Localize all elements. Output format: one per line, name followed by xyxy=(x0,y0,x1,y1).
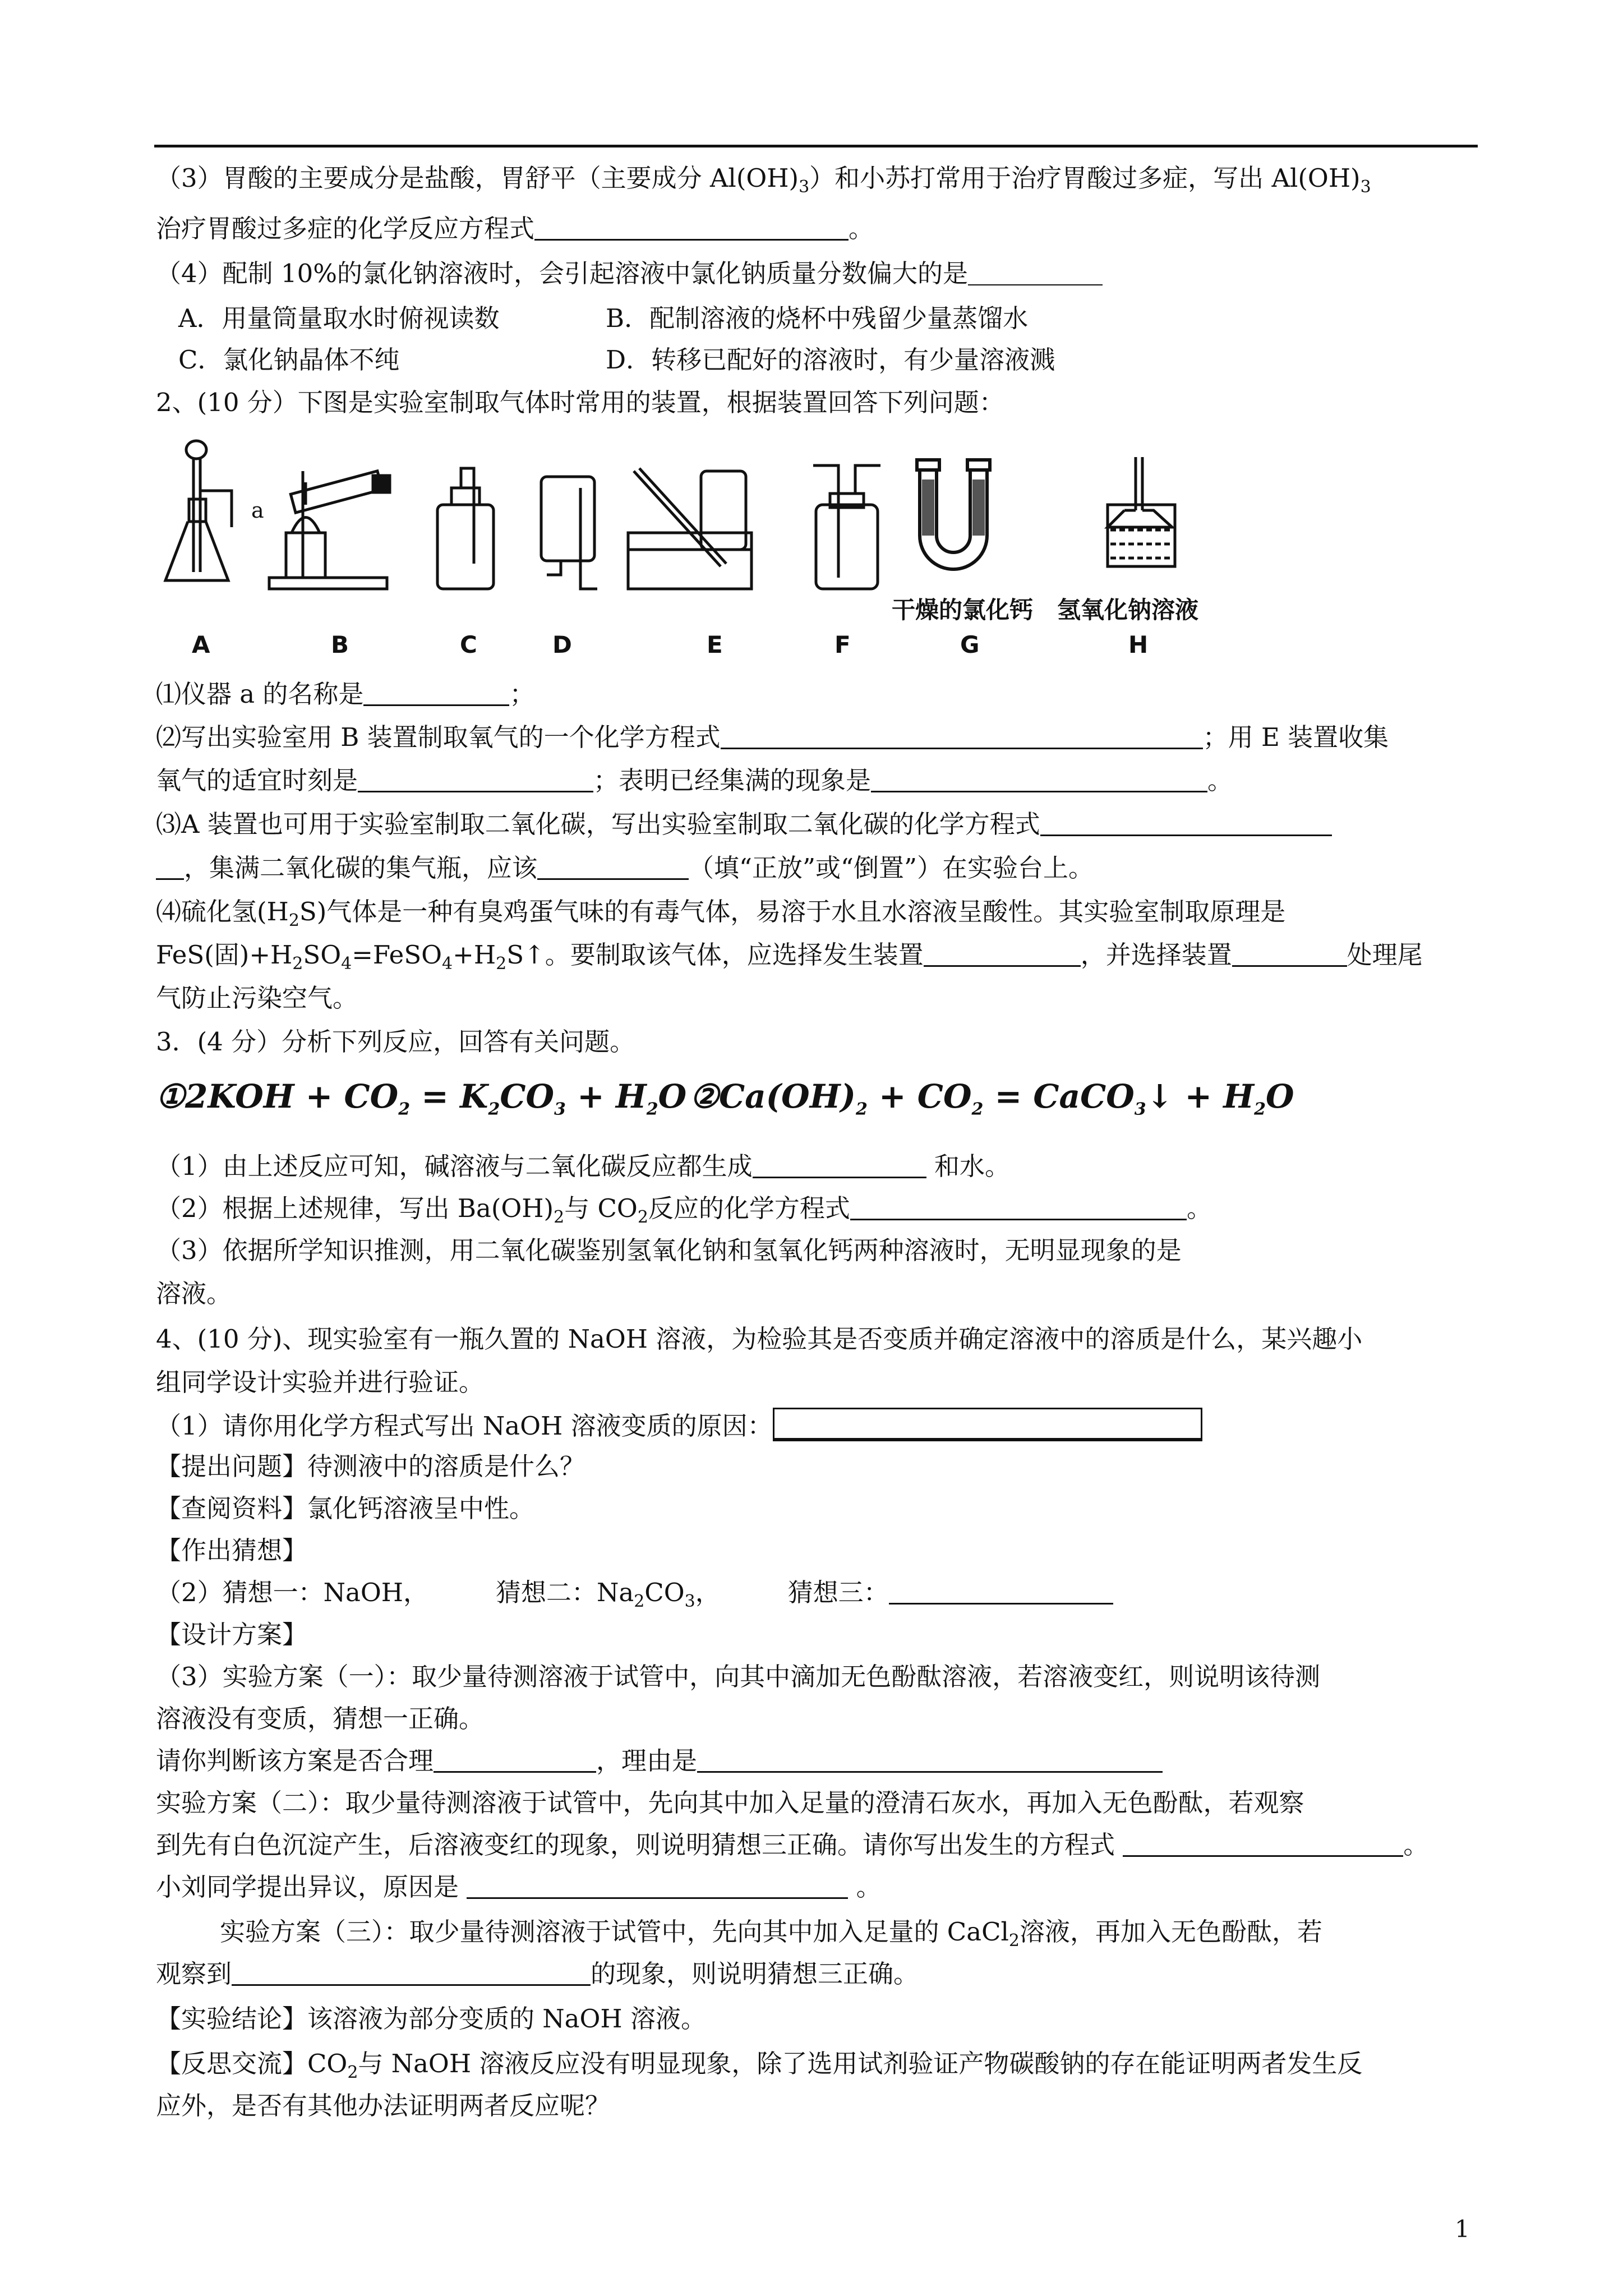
label-E: E xyxy=(707,631,723,658)
header-rule xyxy=(154,145,1478,147)
q4-problem: 【提出问题】待测液中的溶质是什么？ xyxy=(156,1451,585,1481)
answer-blank[interactable] xyxy=(537,854,689,880)
q1-part3-line1: （3）胃酸的主要成分是盐酸，胃舒平（主要成分 $Al(OH)_3$）和小苏打常用于治疗胃酸过多症，写出 $Al(OH)_3$ xyxy=(156,163,1371,197)
q4-title2: 组同学设计实验并进行验证。 xyxy=(156,1367,485,1397)
apparatus-e-water-trough-icon xyxy=(623,465,757,594)
q3-sub2: （2）根据上述规律，写出 $Ba(OH)_2$与 $CO_2$反应的化学方程式 。 xyxy=(156,1193,1212,1227)
q4-info: 【查阅资料】氯化钙溶液呈中性。 xyxy=(156,1493,535,1523)
q2-sub3b: ，集满二氧化碳的集气瓶，应该 （填“正放”或“倒置”）在实验台上。 xyxy=(156,851,1094,885)
answer-blank[interactable] xyxy=(697,1746,1163,1773)
answer-blank[interactable] xyxy=(924,940,1081,967)
q2-sub2: ⑵写出实验室用 B 装置制取氧气的一个化学方程式 ；用 E 装置收集 xyxy=(156,722,1389,752)
answer-blank[interactable] xyxy=(358,766,593,792)
q2-sub1: ⑴仪器 a 的名称是 ； xyxy=(156,679,535,709)
option-a: A．用量筒量取水时俯视读数 xyxy=(178,303,500,333)
answer-blank[interactable] xyxy=(534,214,849,241)
label-G: G xyxy=(960,631,980,658)
answer-blank[interactable] xyxy=(721,723,1203,749)
apparatus-g-u-tube-icon xyxy=(909,457,998,569)
q4-title: 4、(10 分)、现实验室有一瓶久置的 NaOH 溶液，为检验其是否变质并确定溶液中的溶质是什么，某兴趣小 xyxy=(156,1324,1363,1354)
answer-blank[interactable] xyxy=(850,1194,1187,1220)
answer-blank[interactable] xyxy=(1040,810,1332,836)
answer-blank[interactable] xyxy=(467,1873,848,1899)
caption-g: 干燥的氯化钙 xyxy=(892,596,1034,624)
equation-1: ①2KOH + $CO_2 = K_2CO_3 + H_2O$ xyxy=(156,1077,687,1119)
label-F: F xyxy=(834,631,851,658)
answer-blank[interactable] xyxy=(753,1152,926,1178)
answer-blank[interactable] xyxy=(156,854,184,880)
q2-sub3: ⑶A 装置也可用于实验室制取二氧化碳，写出实验室制取二氧化碳的化学方程式 xyxy=(156,808,1332,841)
q1-part4: （4）配制 10%的氯化钠溶液时，会引起溶液中氯化钠质量分数偏大的是 xyxy=(156,257,1103,291)
q4-plan2b: 到先有白色沉淀产生，后溶液变红的现象，则说明猜想三正确。请你写出发生的方程式 。 xyxy=(156,1830,1429,1860)
q4-plan2: 实验方案（二）：取少量待测溶液于试管中，先向其中加入足量的澄清石灰水，再加入无色酚酞，若观察 xyxy=(156,1788,1304,1818)
page-number: 1 xyxy=(1455,2215,1470,2243)
answer-box[interactable] xyxy=(773,1408,1202,1441)
answer-blank[interactable] xyxy=(1232,940,1347,967)
answer-blank[interactable] xyxy=(434,1746,596,1773)
apparatus-h-beaker-icon xyxy=(1102,454,1181,572)
q2-sub4: ⑷硫化氢$(H_2S)$气体是一种有臭鸡蛋气味的有毒气体，易溶于水且水溶液呈酸性。其实验室制取原理是 xyxy=(156,897,1286,930)
label-B: B xyxy=(331,631,349,658)
q4-sub2: （2）猜想一：NaOH， 猜想二：$Na_2CO_3$， 猜想三： xyxy=(156,1576,1113,1619)
q2-sub4b: FeS(固)$+H_2SO_4=FeSO_4+H_2S↑$。要制取该气体，应选择发生装置 ，并选择装置 处理尾 xyxy=(156,940,1423,974)
q4-design-heading: 【设计方案】 xyxy=(156,1620,308,1649)
q4-sub3b: 溶液没有变质，猜想一正确。 xyxy=(156,1704,485,1733)
apparatus-d-bottle-icon xyxy=(536,465,603,594)
q3-title: 3．(4 分）分析下列反应，回答有关问题。 xyxy=(156,1027,635,1057)
label-C: C xyxy=(460,631,477,658)
answer-blank[interactable] xyxy=(363,680,509,706)
q4-sub1: （1）请你用化学方程式写出 NaOH 溶液变质的原因： xyxy=(156,1408,1202,1443)
equation-2: $②Ca(OH)_2 + CO_2$ = CaCO$_3$↓ + $H_2O$ xyxy=(690,1077,1294,1119)
q4-sub3c: 请你判断该方案是否合理 ，理由是 xyxy=(156,1744,1163,1778)
label-D: D xyxy=(552,631,572,658)
apparatus-b-heating-icon xyxy=(252,449,398,594)
answer-blank[interactable] xyxy=(871,766,1207,792)
apparatus-c-bottle-icon xyxy=(432,465,499,594)
answer-blank[interactable] xyxy=(968,260,1103,285)
q2-title: 2、(10 分）下图是实验室制取气体时常用的装置，根据装置回答下列问题： xyxy=(156,388,1004,417)
label-H: H xyxy=(1128,631,1149,658)
apparatus-a-flask-icon xyxy=(160,437,244,594)
q4-plan3b: 观察到 的现象，则说明猜想三正确。 xyxy=(156,1959,919,1989)
option-b: B．配制溶液的烧杯中残留少量蒸馏水 xyxy=(606,303,1029,333)
q4-guess-heading: 【作出猜想】 xyxy=(156,1536,308,1565)
q2-sub4c: 气防止污染空气。 xyxy=(156,983,358,1013)
q2-sub2b: 氧气的适宜时刻是 ；表明已经集满的现象是 。 xyxy=(156,766,1233,795)
q4-sub3: （3）实验方案（一）：取少量待测溶液于试管中，向其中滴加无色酚酞溶液，若溶液变红，则说明该待测 xyxy=(156,1662,1321,1691)
q3-sub1: （1）由上述反应可知，碱溶液与二氧化碳反应都生成 和水。 xyxy=(156,1151,1010,1181)
label-A: A xyxy=(192,631,210,658)
label-a: a xyxy=(251,498,264,523)
q4-plan3: 实验方案（三）：取少量待测溶液于试管中，先向其中加入足量的 CaCl$_2$溶液，再加入无色酚酞，若 xyxy=(220,1917,1322,1951)
q3-sub3: （3）依据所学知识推测，用二氧化碳鉴别氢氧化钠和氢氧化钙两种溶液时，无明显现象的是 xyxy=(156,1235,1182,1265)
q4-reflect2: 应外，是否有其他办法证明两者反应呢？ xyxy=(156,2091,611,2120)
caption-h: 氢氧化钠溶液 xyxy=(1057,596,1199,624)
answer-blank[interactable] xyxy=(1123,1831,1403,1857)
q4-reflect: 【反思交流】$CO_2$与 NaOH 溶液反应没有明显现象，除了选用试剂验证产物碳酸钠的存在能证明两者发生反 xyxy=(156,2049,1363,2082)
option-d: D．转移已配好的溶液时，有少量溶液溅 xyxy=(606,345,1055,375)
q4-plan2c: 小刘同学提出异议，原因是 。 xyxy=(156,1872,882,1902)
answer-blank[interactable] xyxy=(232,1960,591,1986)
answer-blank[interactable] xyxy=(889,1578,1113,1605)
q3-sub3b: 溶液。 xyxy=(156,1279,232,1308)
q1-part3-line2: 治疗胃酸过多症的化学反应方程式 。 xyxy=(156,214,874,243)
apparatus-f-gas-washing-bottle-icon xyxy=(808,460,886,594)
option-c: C．氯化钠晶体不纯 xyxy=(178,345,400,375)
q4-conclusion: 【实验结论】该溶液为部分变质的 NaOH 溶液。 xyxy=(156,2004,706,2034)
